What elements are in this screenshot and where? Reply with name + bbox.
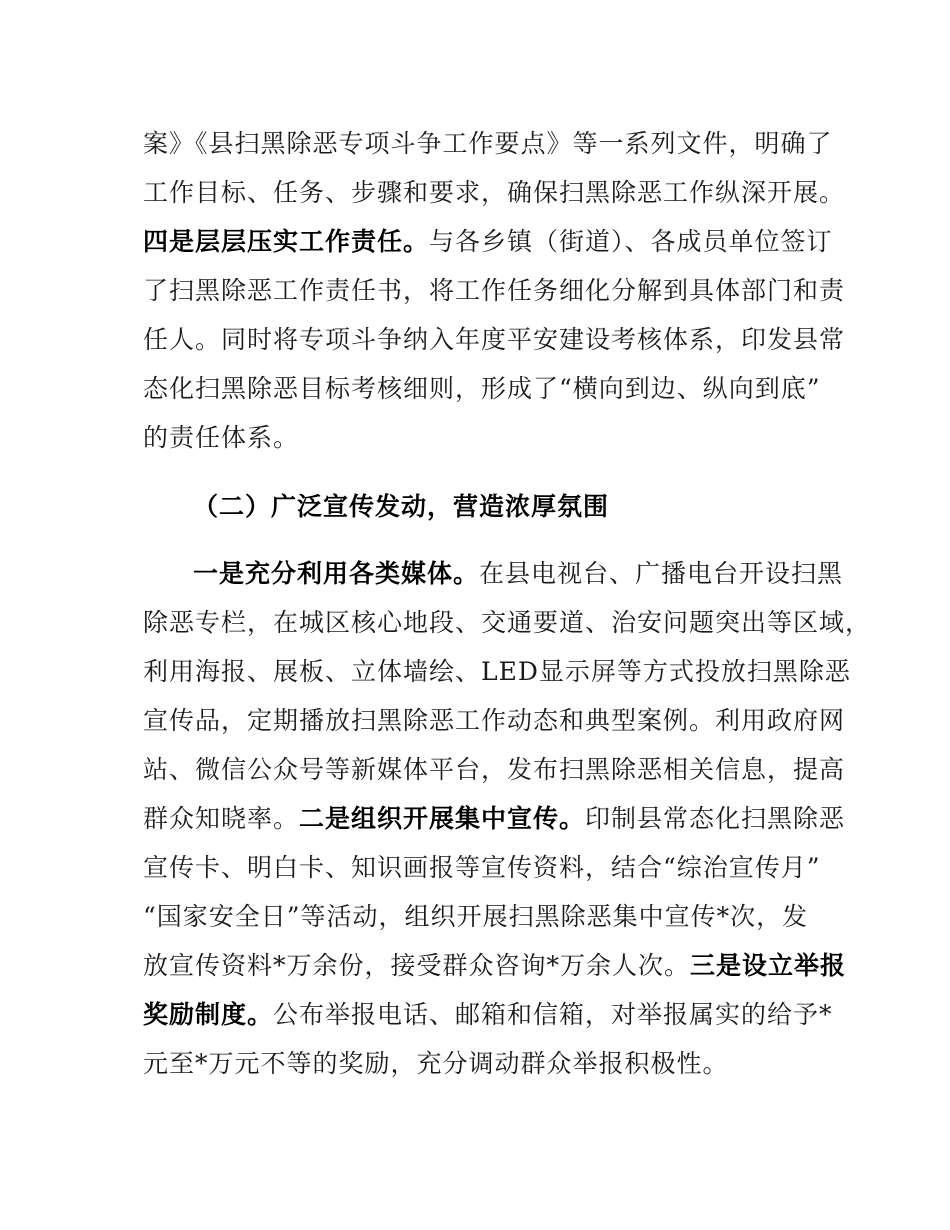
text: 利用海报、展板、立体墙绘、LED显示屏等方式投放扫黑除恶	[143, 657, 851, 686]
bold-lead-text: 奖励制度。	[143, 1000, 274, 1029]
paragraph-2-line-6	[143, 802, 845, 836]
paragraph-1-line-7	[143, 421, 299, 455]
paragraph-2-line-11	[143, 1047, 729, 1081]
text: “国家安全日”等活动，组织开展扫黑除恶集中宣传*次，发	[143, 902, 809, 931]
text: 任人。同时将专项斗争纳入年度平安建设考核体系，印发县常	[143, 325, 846, 354]
paragraph-1-line-2	[143, 176, 845, 210]
paragraph-2-line-7	[143, 851, 821, 885]
paragraph-2-line-5	[143, 753, 845, 787]
section-heading	[193, 490, 609, 524]
paragraph-2-line-2	[143, 606, 871, 640]
text: 印制县常态化扫黑除恶	[585, 804, 846, 833]
paragraph-1-line-6	[143, 372, 821, 406]
text: 与各乡镇（街道）、各成员单位签订	[429, 227, 833, 256]
paragraph-2-line-1	[193, 557, 843, 591]
text: 放宣传资料*万余份，接受群众咨询*万余人次。	[143, 951, 691, 980]
text: 除恶专栏，在城区核心地段、交通要道、治安问题突出等区域，	[143, 608, 872, 637]
text: 态化扫黑除恶目标考核细则，形成了“横向到边、纵向到底”	[143, 374, 821, 403]
bold-lead-text: 三是设立举报	[690, 951, 847, 980]
text: 了扫黑除恶工作责任书，将工作任务细化分解到具体部门和责	[143, 276, 846, 305]
bold-lead-text: 二是组织开展集中宣传。	[299, 804, 586, 833]
paragraph-1-line-4	[143, 274, 845, 308]
text: 在县电视台、广播电台开设扫黑	[479, 559, 844, 588]
text: 的责任体系。	[143, 423, 300, 452]
paragraph-2-line-8	[143, 900, 808, 934]
bold-lead-text: 一是充分利用各类媒体。	[193, 559, 480, 588]
text: 公布举报电话、邮箱和信箱，对举报属实的给予*	[273, 1000, 833, 1029]
text: 群众知晓率。	[143, 804, 300, 833]
paragraph-2-line-4	[143, 704, 845, 738]
bold-lead-text: 四是层层压实工作责任。	[143, 227, 430, 256]
paragraph-1-line-5	[143, 323, 845, 357]
section-heading-text: （二）广泛宣传发动，营造浓厚氛围	[193, 492, 610, 521]
text: 站、微信公众号等新媒体平台，发布扫黑除恶相关信息，提高	[143, 755, 846, 784]
paragraph-2-line-10	[143, 998, 833, 1032]
paragraph-2-line-9	[143, 949, 846, 983]
text: 宣传品，定期播放扫黑除恶工作动态和典型案例。利用政府网	[143, 706, 846, 735]
text: 工作目标、任务、步骤和要求，确保扫黑除恶工作纵深开展。	[143, 178, 846, 207]
text: 宣传卡、明白卡、知识画报等宣传资料，结合“综治宣传月”	[143, 853, 821, 882]
paragraph-1-line-3	[143, 225, 833, 259]
text: 案》《县扫黑除恶专项斗争工作要点》等一系列文件，明确了	[143, 129, 833, 158]
paragraph-2-line-3	[143, 655, 851, 689]
text: 元至*万元不等的奖励，充分调动群众举报积极性。	[143, 1049, 729, 1078]
paragraph-1-line-1	[143, 127, 833, 161]
